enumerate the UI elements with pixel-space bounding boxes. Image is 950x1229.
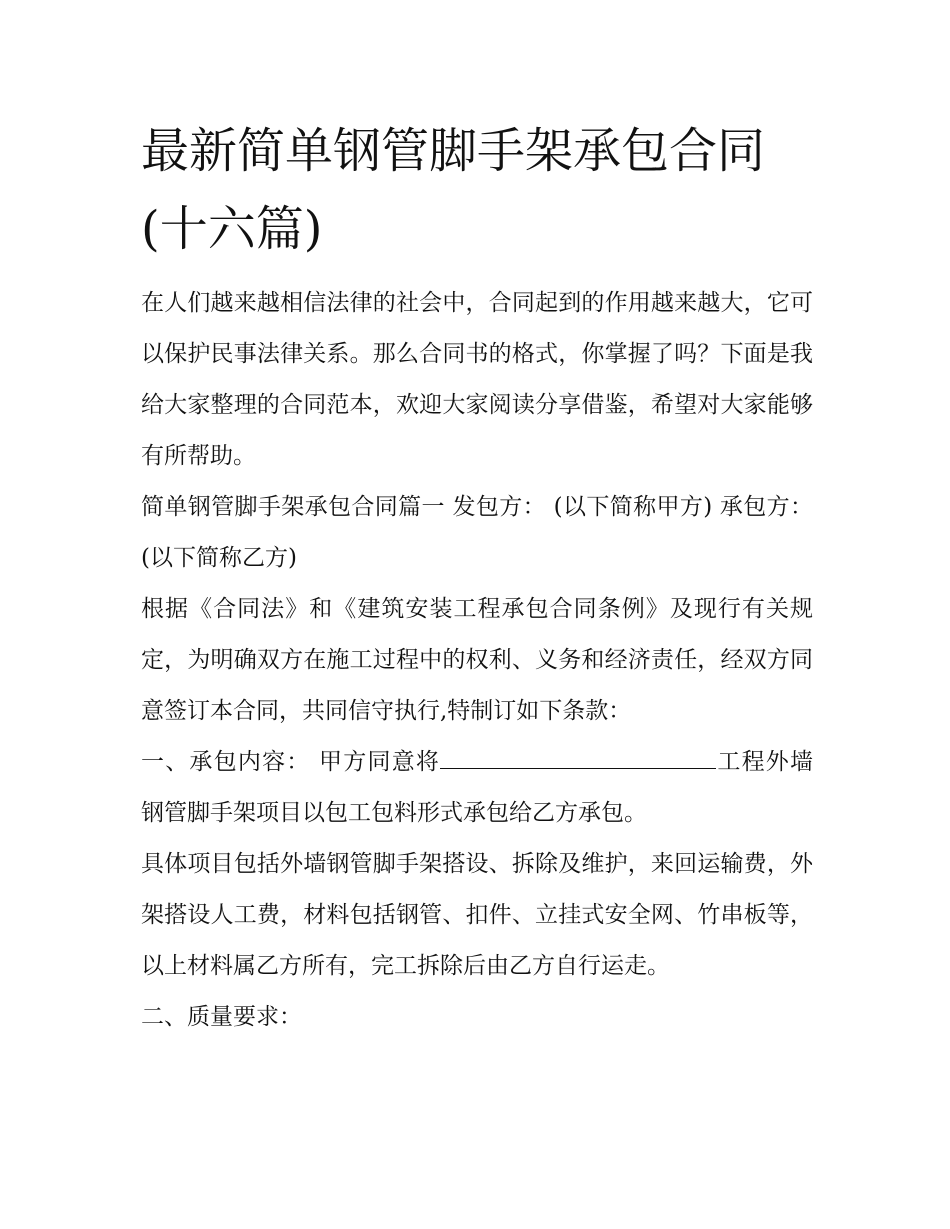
intro-paragraph: 在人们越来越相信法律的社会中，合同起到的作用越来越大，它可以保护民事法律关系。那么合同书的格式，你掌握了吗？下面是我给大家整理的合同范本，欢迎大家阅读分享借鉴，希望对大家能够有所帮助。 [141, 290, 813, 469]
project-name-blank [440, 750, 716, 769]
scope-paragraph: 具体项目包括外墙钢管脚手架搭设、拆除及维护，来回运输费，外架搭设人工费，材料包括钢管、扣件、立挂式安全网、竹串板等，以上材料属乙方所有，完工拆除后由乙方自行运走。 [141, 851, 813, 979]
legal-basis-paragraph: 根据《合同法》和《建筑安装工程承包合同条例》及现行有关规定，为明确双方在施工过程中的权利、义务和经济责任，经双方同意签订本合同，共同信守执行,特制订如下条款： [141, 596, 813, 724]
clause-1-prefix: 一、承包内容： 甲方同意将 [141, 749, 441, 775]
document-body [141, 112, 813, 1043]
clause-2-heading: 二、质量要求： [141, 1004, 302, 1030]
document-title: 最新简单钢管脚手架承包合同(十六篇) [141, 123, 766, 257]
clause-1-paragraph [141, 737, 813, 839]
clause-1-suffix: 工程外墙钢管脚手架项目以包工包料形式承包给乙方承包。 [141, 749, 814, 826]
contract-parties-paragraph: 简单钢管脚手架承包合同篇一 发包方： (以下简称甲方) 承包方： (以下简称乙方) [141, 494, 813, 571]
